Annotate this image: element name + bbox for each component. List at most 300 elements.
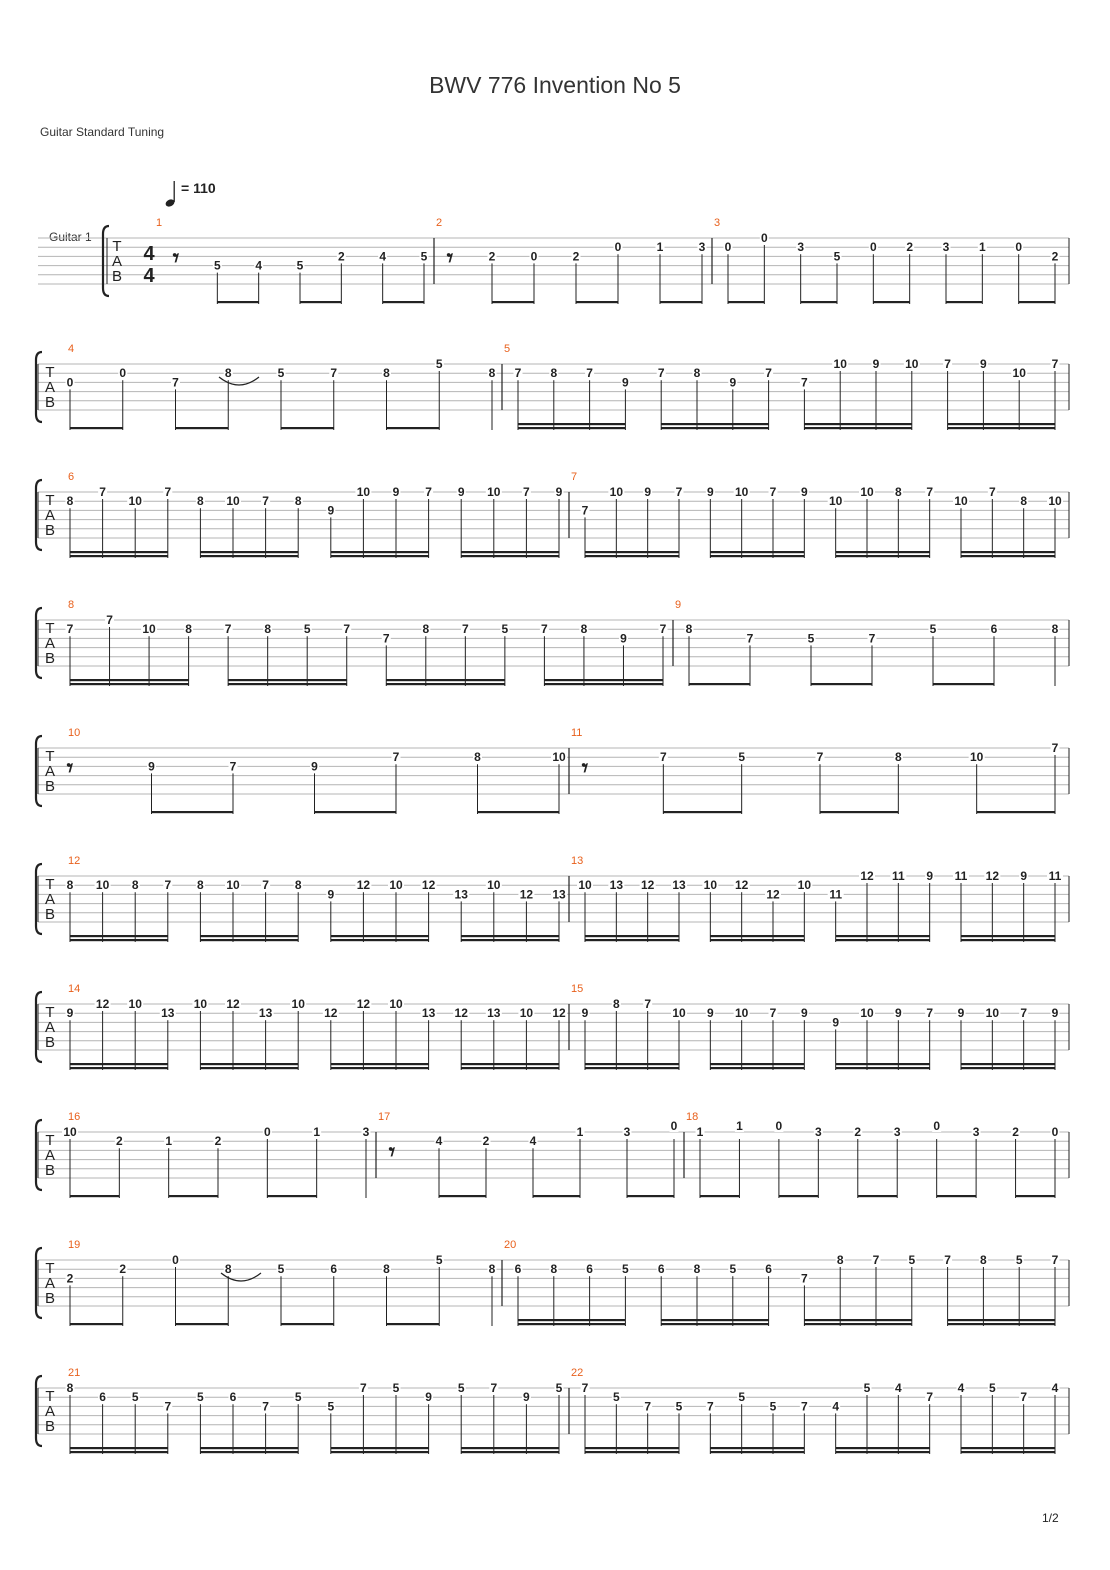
fret-number: 1: [656, 240, 664, 255]
fret-number: 4: [379, 249, 387, 264]
tab-letter-t: T: [45, 876, 55, 893]
fret-number: 4: [529, 1134, 537, 1149]
measure-number: 20: [504, 1239, 517, 1251]
fret-number: 6: [330, 1262, 338, 1277]
note-beam: [200, 1067, 298, 1069]
tab-letter-a: A: [44, 635, 56, 652]
fret-number: 3: [942, 240, 950, 255]
fret-number: 2: [1051, 249, 1059, 264]
fret-number: 5: [1015, 1253, 1023, 1267]
note-beam: [576, 301, 618, 303]
measure-number: 3: [714, 217, 721, 229]
fret-number: 8: [66, 1381, 74, 1395]
page-number: 1/2: [1042, 1511, 1059, 1525]
note-beam: [200, 1451, 298, 1453]
fret-number: 4: [832, 1399, 840, 1414]
note-beam: [661, 1319, 768, 1321]
fret-number: 12: [766, 887, 780, 902]
fret-number: 5: [435, 357, 443, 371]
note-beam: [661, 423, 768, 425]
tab-letter-b: B: [44, 906, 56, 923]
fret-number: 7: [644, 1399, 652, 1414]
fret-number: 7: [66, 622, 74, 637]
tab-letter-b: B: [111, 268, 123, 285]
eighth-rest-icon: 𝄾: [388, 1139, 396, 1166]
fret-number: 2: [572, 249, 580, 264]
system-bracket: [36, 864, 42, 934]
fret-number: 10: [291, 997, 305, 1011]
note-beam: [804, 427, 911, 429]
note-beam: [836, 551, 930, 553]
fret-number: 12: [356, 878, 371, 893]
fret-number: 7: [586, 366, 593, 381]
measure-number: 5: [504, 343, 511, 355]
note-beam: [663, 811, 741, 813]
fret-number: 8: [894, 485, 902, 499]
fret-number: 7: [988, 485, 996, 499]
note-beam: [70, 555, 168, 557]
fret-number: 5: [327, 1399, 335, 1414]
fret-number: 8: [693, 366, 701, 381]
fret-number: 10: [226, 494, 240, 509]
fret-number: 8: [980, 1253, 987, 1267]
fret-number: 0: [263, 1125, 271, 1139]
fret-number: 10: [389, 878, 403, 893]
fret-number: 9: [729, 375, 737, 390]
fret-number: 13: [454, 887, 468, 902]
fret-number: 9: [800, 485, 808, 499]
tempo-marking: = 110: [181, 180, 216, 196]
fret-number: 9: [622, 375, 629, 390]
fret-number: 9: [581, 1006, 589, 1021]
note-beam: [518, 1319, 625, 1321]
fret-number: 0: [724, 240, 732, 255]
fret-number: 5: [555, 1381, 563, 1395]
system-bracket: [36, 1120, 42, 1190]
note-beam: [836, 935, 930, 937]
measure-number: 2: [436, 217, 443, 229]
measure-number: 8: [68, 599, 75, 611]
note-beam: [820, 811, 898, 813]
note-beam: [946, 301, 982, 303]
note-beam: [948, 427, 1055, 429]
note-beam: [461, 555, 559, 557]
note-beam: [961, 555, 1055, 557]
fret-number: 5: [908, 1253, 916, 1267]
fret-number: 9: [327, 503, 335, 518]
fret-number: 3: [797, 240, 805, 255]
fret-number: 5: [988, 1381, 996, 1395]
fret-number: 1: [978, 240, 986, 255]
fret-number: 7: [461, 622, 469, 637]
system-bracket: [103, 226, 109, 296]
note-beam: [281, 427, 334, 429]
fret-number: 7: [657, 366, 665, 381]
fret-number: 13: [487, 1006, 501, 1021]
system-bracket: [36, 1376, 42, 1446]
tab-letter-a: A: [44, 1403, 56, 1420]
fret-number: 4: [435, 1134, 443, 1149]
fret-number: 7: [801, 375, 808, 390]
note-beam: [70, 935, 168, 937]
fret-number: 2: [1012, 1125, 1019, 1139]
fret-number: 4: [894, 1381, 902, 1395]
fret-number: 12: [324, 1006, 338, 1021]
note-beam: [728, 301, 764, 303]
note-beam: [801, 301, 837, 303]
fret-number: 8: [224, 1262, 232, 1277]
measure-number: 19: [68, 1239, 81, 1251]
fret-number: 9: [832, 1015, 840, 1030]
fret-number: 12: [640, 878, 655, 893]
fret-number: 10: [142, 622, 156, 637]
time-signature-top: 4: [143, 243, 155, 265]
system-bracket: [36, 1248, 42, 1318]
fret-number: 7: [800, 1399, 808, 1414]
note-beam: [331, 555, 429, 557]
fret-number: 10: [128, 997, 142, 1011]
fret-number: 7: [330, 366, 338, 381]
note-beam: [689, 683, 750, 685]
fret-number: 5: [294, 1390, 302, 1405]
note-beam: [70, 1447, 168, 1449]
note-beam: [585, 1447, 679, 1449]
note-beam: [710, 1451, 804, 1453]
note-beam: [461, 1451, 559, 1453]
fret-number: 12: [734, 878, 749, 893]
fret-number: 10: [860, 485, 874, 499]
fret-number: 2: [337, 249, 345, 264]
fret-number: 12: [226, 997, 240, 1011]
fret-number: 5: [131, 1390, 139, 1405]
fret-number: 10: [954, 494, 968, 509]
note-beam: [331, 551, 429, 553]
fret-number: 5: [277, 1262, 285, 1277]
fret-number: 8: [612, 997, 620, 1011]
tab-letter-b: B: [44, 1418, 56, 1435]
fret-number: 7: [675, 485, 683, 499]
fret-number: 0: [760, 231, 768, 245]
fret-number: 10: [95, 878, 110, 893]
fret-number: 8: [185, 622, 192, 637]
note-beam: [228, 679, 347, 681]
system-bracket: [36, 992, 42, 1062]
fret-number: 7: [644, 997, 652, 1011]
fret-number: 6: [99, 1390, 106, 1405]
note-beam: [70, 1451, 168, 1453]
note-beam: [804, 1323, 911, 1325]
fret-number: 9: [148, 759, 155, 774]
note-beam: [544, 683, 663, 685]
fret-number: 7: [523, 485, 530, 499]
fret-number: 7: [581, 503, 589, 518]
tab-letter-t: T: [112, 238, 122, 255]
tab-letter-t: T: [45, 1004, 55, 1021]
measure-number: 13: [571, 855, 584, 867]
fret-number: 12: [454, 1006, 468, 1021]
note-beam: [267, 1195, 316, 1197]
note-beam: [585, 555, 679, 557]
fret-number: 9: [872, 357, 880, 371]
note-beam: [176, 427, 229, 429]
fret-number: 7: [926, 1390, 934, 1405]
fret-number: 12: [519, 887, 534, 902]
tab-letter-b: B: [44, 1034, 56, 1051]
fret-number: 10: [734, 485, 749, 499]
fret-number: 4: [1051, 1381, 1059, 1395]
tab-letter-b: B: [44, 650, 56, 667]
fret-number: 9: [327, 887, 335, 902]
fret-number: 13: [161, 1006, 175, 1021]
note-beam: [948, 1319, 1055, 1321]
fret-number: 7: [659, 750, 667, 765]
fret-number: 8: [894, 750, 902, 765]
note-beam: [387, 427, 440, 429]
fret-number: 8: [264, 622, 272, 637]
fret-number: 1: [696, 1125, 704, 1139]
note-beam: [700, 1195, 739, 1197]
fret-number: 7: [541, 622, 548, 637]
tab-letter-a: A: [44, 1019, 56, 1036]
fret-number: 7: [343, 622, 351, 637]
fret-number: 7: [706, 1399, 714, 1414]
fret-number: 5: [738, 750, 746, 765]
note-beam: [977, 811, 1055, 813]
fret-number: 10: [487, 878, 501, 893]
fret-number: 12: [95, 997, 110, 1011]
note-beam: [200, 1063, 298, 1065]
tab-letter-a: A: [44, 763, 56, 780]
fret-number: 7: [490, 1381, 498, 1395]
fret-number: 7: [514, 366, 522, 381]
fret-number: 7: [769, 485, 777, 499]
fret-number: 8: [383, 366, 390, 381]
fret-number: 7: [164, 1399, 172, 1414]
fret-number: 0: [530, 249, 538, 264]
tab-letter-t: T: [45, 492, 55, 509]
note-beam: [331, 1067, 429, 1069]
tab-letter-t: T: [45, 748, 55, 765]
tab-letter-b: B: [44, 1162, 56, 1179]
fret-number: 5: [435, 1253, 443, 1267]
fret-number: 8: [66, 494, 74, 509]
fret-number: 5: [612, 1390, 620, 1405]
note-beam: [461, 935, 559, 937]
fret-number: 10: [609, 485, 624, 499]
tab-letter-a: A: [111, 253, 123, 270]
fret-number: 8: [66, 878, 74, 893]
fret-number: 10: [985, 1006, 1000, 1021]
fret-number: 0: [670, 1119, 678, 1133]
fret-number: 11: [1048, 869, 1062, 883]
fret-number: 5: [501, 622, 509, 637]
fret-number: 10: [356, 485, 371, 499]
fret-number: 12: [985, 869, 1000, 883]
note-beam: [627, 1195, 674, 1197]
fret-number: 12: [421, 878, 436, 893]
note-beam: [461, 551, 559, 553]
note-beam: [660, 301, 702, 303]
fret-number: 10: [860, 1006, 874, 1021]
fret-number: 7: [1020, 1390, 1028, 1405]
fret-number: 13: [672, 878, 686, 893]
fret-number: 9: [457, 485, 465, 499]
fret-number: 9: [620, 631, 627, 646]
fret-number: 10: [1048, 494, 1062, 509]
fret-number: 3: [814, 1125, 822, 1139]
fret-number: 9: [644, 485, 652, 499]
system-bracket: [36, 480, 42, 550]
note-beam: [585, 935, 679, 937]
fret-number: 9: [980, 357, 987, 371]
fret-number: 7: [816, 750, 824, 765]
note-beam: [710, 551, 804, 553]
note-beam: [70, 1063, 168, 1065]
note-beam: [70, 551, 168, 553]
fret-number: 0: [1015, 240, 1023, 255]
tab-letter-b: B: [44, 778, 56, 795]
note-beam: [961, 551, 1055, 553]
measure-number: 6: [68, 471, 75, 483]
note-beam: [804, 1319, 911, 1321]
fret-number: 7: [262, 878, 269, 893]
fret-number: 5: [420, 249, 428, 264]
fret-number: 8: [131, 878, 139, 893]
fret-number: 8: [685, 622, 693, 637]
fret-number: 2: [66, 1271, 74, 1286]
note-beam: [281, 1323, 334, 1325]
note-beam: [383, 301, 424, 303]
fret-number: 6: [514, 1262, 522, 1277]
measure-number: 12: [68, 855, 81, 867]
fret-number: 10: [128, 494, 142, 509]
fret-number: 1: [736, 1119, 743, 1133]
tab-letter-a: A: [44, 1275, 56, 1292]
note-beam: [710, 1067, 804, 1069]
tab-letter-b: B: [44, 394, 56, 411]
note-beam: [858, 1195, 897, 1197]
note-beam: [779, 1195, 818, 1197]
fret-number: 3: [623, 1125, 631, 1139]
fret-number: 5: [197, 1390, 204, 1405]
fret-number: 13: [552, 887, 566, 902]
fret-number: 1: [576, 1125, 584, 1139]
fret-number: 5: [738, 1390, 746, 1405]
fret-number: 7: [382, 631, 390, 646]
fret-number: 5: [729, 1262, 737, 1277]
fret-number: 7: [801, 1271, 808, 1286]
tab-letter-a: A: [44, 379, 56, 396]
tab-letter-a: A: [44, 1147, 56, 1164]
note-beam: [961, 1063, 1055, 1065]
system-bracket: [36, 608, 42, 678]
fret-number: 10: [389, 997, 403, 1011]
note-beam: [836, 1067, 930, 1069]
fret-number: 10: [734, 1006, 749, 1021]
note-beam: [585, 1063, 679, 1065]
fret-number: 7: [746, 631, 754, 646]
note-beam: [461, 939, 559, 941]
fret-number: 7: [944, 1253, 951, 1267]
fret-number: 0: [172, 1253, 179, 1267]
fret-number: 10: [552, 750, 566, 765]
note-beam: [585, 1451, 679, 1453]
measure-number: 22: [571, 1367, 584, 1379]
fret-number: 0: [1051, 1125, 1059, 1139]
fret-number: 7: [164, 878, 172, 893]
fret-number: 9: [926, 869, 934, 883]
measure-number: 11: [571, 727, 583, 739]
note-beam: [386, 683, 505, 685]
note-beam: [533, 1195, 580, 1197]
fret-number: 12: [552, 1006, 566, 1021]
note-beam: [70, 939, 168, 941]
fret-number: 6: [586, 1262, 593, 1277]
fret-number: 7: [224, 622, 232, 637]
fret-number: 5: [303, 622, 311, 637]
measure-number: 4: [68, 343, 75, 355]
fret-number: 7: [765, 366, 772, 381]
tuning-label: Guitar Standard Tuning: [40, 125, 165, 139]
fret-number: 7: [1051, 1253, 1059, 1267]
note-beam: [461, 1063, 559, 1065]
fret-number: 7: [262, 1399, 269, 1414]
fret-number: 13: [258, 1006, 273, 1021]
fret-number: 7: [262, 494, 269, 509]
fret-number: 8: [422, 622, 430, 637]
note-beam: [461, 1067, 559, 1069]
note-beam: [873, 301, 909, 303]
fret-number: 10: [905, 357, 919, 371]
fret-number: 7: [659, 622, 667, 637]
fret-number: 7: [425, 485, 432, 499]
fret-number: 5: [622, 1262, 629, 1277]
fret-number: 6: [657, 1262, 665, 1277]
note-beam: [331, 935, 429, 937]
fret-number: 0: [614, 240, 622, 255]
fret-number: 11: [891, 869, 905, 883]
measure-number: 10: [68, 727, 81, 739]
fret-number: 7: [1020, 1006, 1028, 1021]
fret-number: 5: [296, 258, 304, 273]
note-beam: [70, 683, 189, 685]
fret-number: 0: [869, 240, 877, 255]
fret-number: 1: [313, 1125, 321, 1139]
note-beam: [492, 301, 534, 303]
fret-number: 8: [224, 366, 232, 381]
fret-number: 9: [800, 1006, 808, 1021]
note-beam: [585, 939, 679, 941]
fret-number: 5: [213, 258, 221, 273]
measure-number: 18: [686, 1111, 699, 1123]
note-beam: [217, 301, 258, 303]
fret-number: 10: [833, 357, 847, 371]
fret-number: 4: [957, 1381, 965, 1395]
fret-number: 2: [115, 1134, 123, 1149]
fret-number: 6: [229, 1390, 237, 1405]
note-beam: [1019, 301, 1055, 303]
fret-number: 8: [580, 622, 588, 637]
note-beam: [710, 555, 804, 557]
eighth-rest-icon: 𝄾: [172, 245, 180, 272]
fret-number: 3: [362, 1125, 370, 1139]
fret-number: 9: [392, 485, 400, 499]
note-beam: [544, 679, 663, 681]
measure-number: 16: [68, 1111, 81, 1123]
note-beam: [461, 1447, 559, 1449]
fret-number: 5: [833, 249, 841, 264]
fret-number: 9: [425, 1390, 432, 1405]
